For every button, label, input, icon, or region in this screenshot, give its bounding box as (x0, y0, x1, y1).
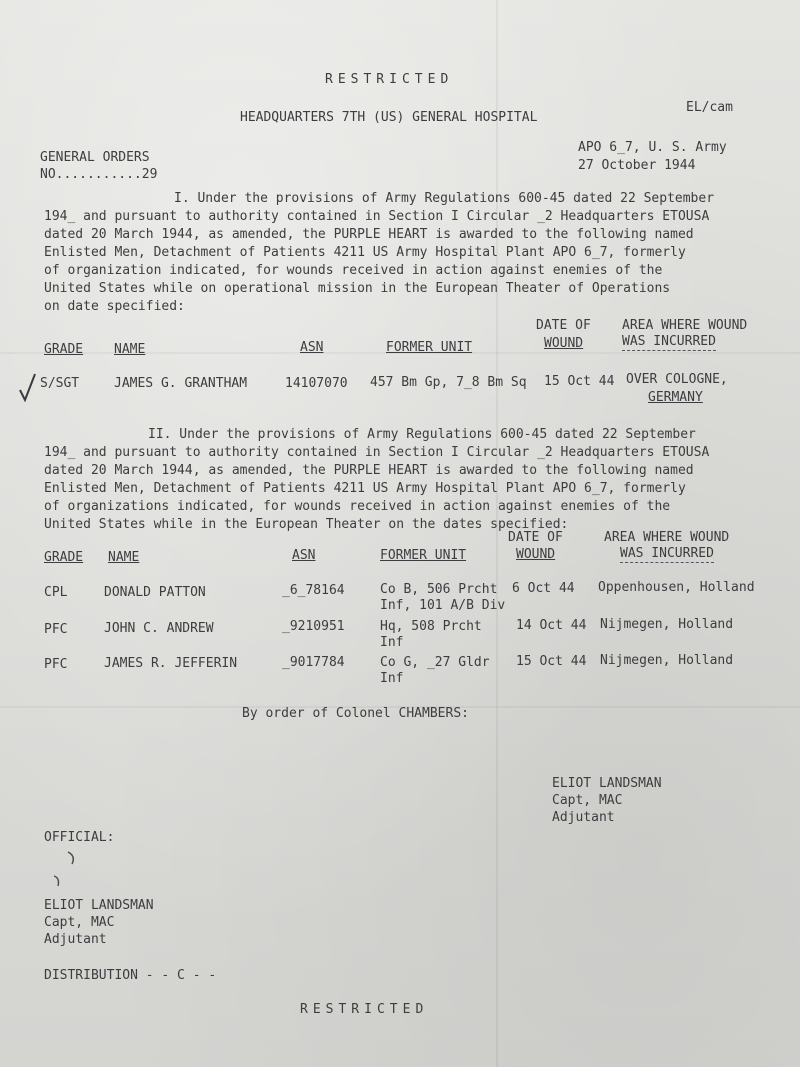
distribution-line: DISTRIBUTION - - C - - (44, 968, 217, 983)
row-area: Nijmegen, Holland (600, 653, 734, 668)
orders-label: GENERAL ORDERS (40, 150, 150, 165)
orders-number: NO...........29 (40, 167, 158, 182)
row-date: 6 Oct 44 (512, 581, 575, 596)
paragraph-line: of organization indicated, for wounds received in action against enemies of the (44, 263, 663, 278)
initials: EL/cam (686, 100, 733, 115)
paragraph-line: dated 20 March 1944, as amended, the PURPLE HEART is awarded to the following named (44, 463, 694, 478)
order-line: By order of Colonel CHAMBERS: (242, 706, 469, 721)
paragraph-line: of organizations indicated, for wounds received in action against enemies of the (44, 499, 671, 514)
paragraph-line: 194_ and pursuant to authority contained in Section I Circular _2 Headquarters ETOUSA (44, 445, 710, 460)
col-name: NAME (114, 342, 146, 357)
paragraph-line: on date specified: (44, 299, 185, 314)
paragraph-line: United States while in the European Theater on the dates specified: (44, 517, 569, 532)
signatory-name: ELIOT LANDSMAN (552, 776, 662, 791)
paragraph-line: Enlisted Men, Detachment of Patients 4211 US Army Hospital Plant APO 6_7, formerly (44, 245, 686, 260)
row-name: DONALD PATTON (104, 585, 206, 600)
col-was-incurred: WAS INCURRED (622, 334, 716, 349)
apo-line: APO 6_7, U. S. Army (578, 140, 727, 155)
row-unit: Co G, _27 Gldr (380, 655, 490, 670)
row-asn: _6_78164 (282, 583, 345, 598)
row-date: 15 Oct 44 (544, 374, 615, 389)
row-unit-cont: Inf (380, 671, 404, 686)
col-former-unit: FORMER UNIT (380, 548, 467, 563)
row-unit: Hq, 508 Prcht (380, 619, 482, 634)
col-date-of: DATE OF (508, 530, 563, 545)
row-unit: 457 Bm Gp, 7_8 Bm Sq (370, 375, 527, 390)
col-wound: WOUND (544, 336, 584, 351)
official-label: OFFICIAL: (44, 830, 115, 845)
row-name: JOHN C. ANDREW (104, 621, 214, 636)
paragraph-line: I. Under the provisions of Army Regulations 600-45 dated 22 September (174, 191, 715, 206)
col-asn: ASN (292, 548, 316, 563)
official-title: Adjutant (44, 932, 107, 947)
row-grade: CPL (44, 585, 68, 600)
row-area-country: GERMANY (648, 390, 703, 405)
paragraph-line: 194_ and pursuant to authority contained in Section I Circular _2 Headquarters ETOUSA (44, 209, 710, 224)
col-name: NAME (108, 550, 140, 565)
col-grade: GRADE (44, 550, 84, 565)
col-area-where-wound: AREA WHERE WOUND (604, 530, 730, 545)
row-area: Oppenhousen, Holland (598, 580, 755, 595)
official-rank: Capt, MAC (44, 915, 115, 930)
row-grade: S/SGT (40, 376, 80, 391)
paragraph-line: dated 20 March 1944, as amended, the PURPLE HEART is awarded to the following named (44, 227, 694, 242)
row-asn: _9210951 (282, 619, 345, 634)
paragraph-line: II. Under the provisions of Army Regulations 600-45 dated 22 September (148, 427, 696, 442)
official-name: ELIOT LANDSMAN (44, 898, 154, 913)
row-date: 14 Oct 44 (516, 618, 587, 633)
row-name: JAMES R. JEFFERIN (104, 656, 238, 671)
row-unit-cont: Inf, 101 A/B Div (380, 598, 506, 613)
row-area: OVER COLOGNE, (626, 372, 728, 387)
checkmark-icon (18, 372, 36, 402)
row-asn: 14107070 (285, 376, 348, 391)
signatory-title: Adjutant (552, 810, 615, 825)
row-unit: Co B, 506 Prcht (380, 582, 498, 597)
col-grade: GRADE (44, 342, 84, 357)
signature-mark-icon (48, 848, 88, 888)
unit-heading: HEADQUARTERS 7TH (US) GENERAL HOSPITAL (240, 110, 538, 125)
col-was-incurred: WAS INCURRED (620, 546, 714, 561)
signatory-rank: Capt, MAC (552, 793, 623, 808)
row-area: Nijmegen, Holland (600, 617, 734, 632)
row-unit-cont: Inf (380, 635, 404, 650)
classification-top: RESTRICTED (325, 72, 454, 87)
row-name: JAMES G. GRANTHAM (114, 376, 248, 391)
col-asn: ASN (300, 340, 324, 355)
row-grade: PFC (44, 622, 68, 637)
row-grade: PFC (44, 657, 68, 672)
col-area-where-wound: AREA WHERE WOUND (622, 318, 748, 333)
col-wound: WOUND (516, 547, 556, 562)
paragraph-line: Enlisted Men, Detachment of Patients 4211 US Army Hospital Plant APO 6_7, formerly (44, 481, 686, 496)
classification-bottom: RESTRICTED (300, 1002, 429, 1017)
col-date-of: DATE OF (536, 318, 591, 333)
row-date: 15 Oct 44 (516, 654, 587, 669)
order-date: 27 October 1944 (578, 158, 696, 173)
section-1-paragraph (44, 190, 714, 316)
section-2-paragraph (44, 426, 709, 534)
col-former-unit: FORMER UNIT (386, 340, 473, 355)
row-asn: _9017784 (282, 655, 345, 670)
paragraph-line: United States while on operational mission in the European Theater of Operations (44, 281, 671, 296)
